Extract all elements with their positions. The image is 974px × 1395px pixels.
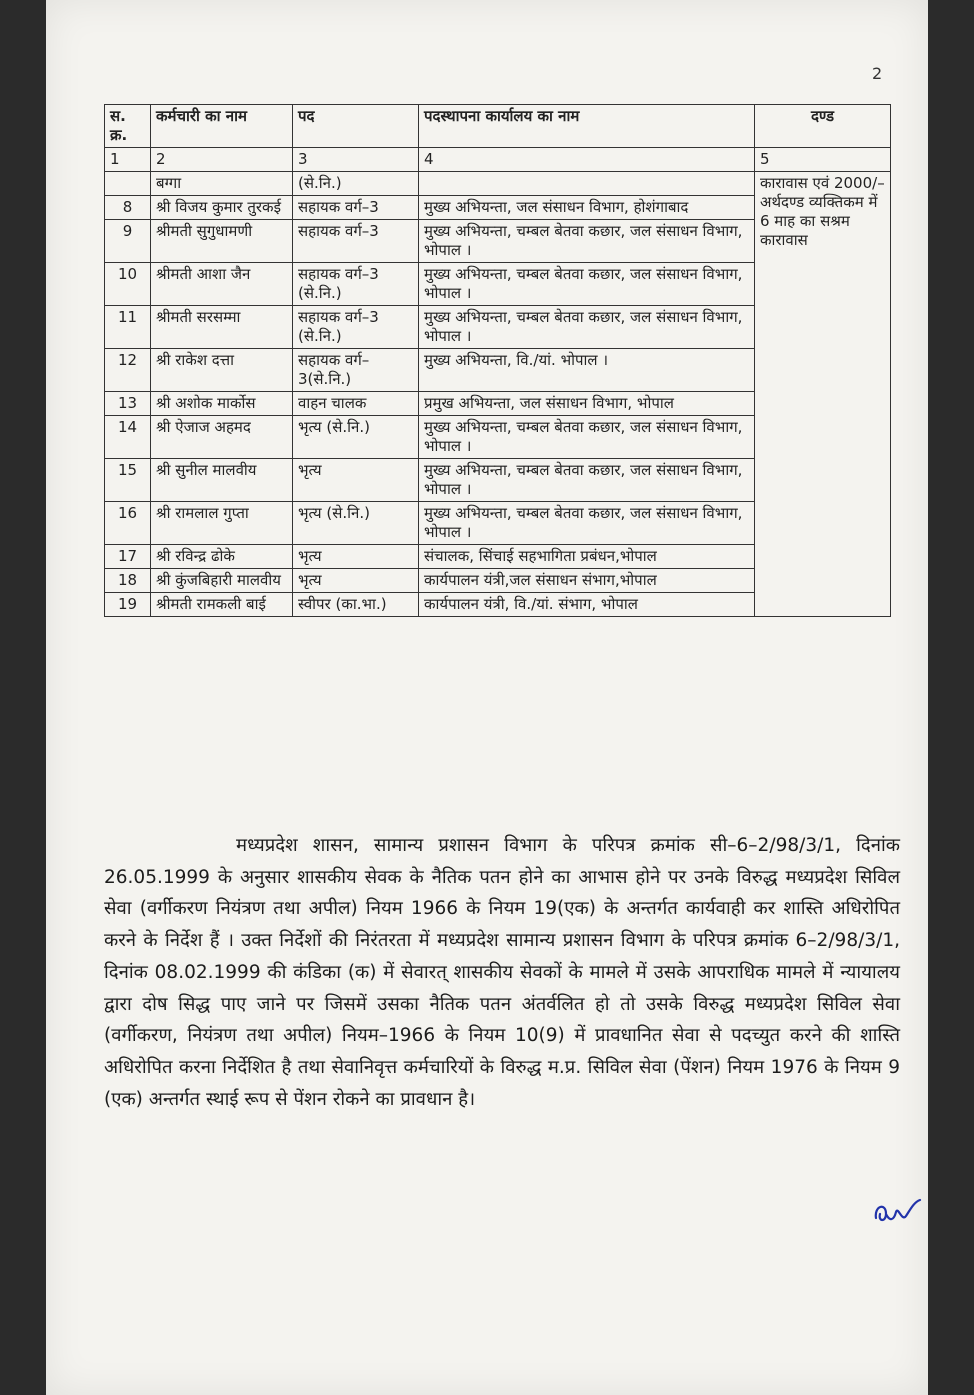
office-cell: मुख्य अभियन्ता, वि./यां. भोपाल । xyxy=(419,349,755,392)
name-cell: श्रीमती आशा जैन xyxy=(151,263,293,306)
office-cell xyxy=(419,172,755,196)
name-cell: श्री सुनील मालवीय xyxy=(151,459,293,502)
name-cell: श्री विजय कुमार तुरकई xyxy=(151,196,293,220)
post-cell: भृत्य (से.नि.) xyxy=(293,502,419,545)
serial-cell: 14 xyxy=(105,416,151,459)
name-cell: श्री ऐजाज अहमद xyxy=(151,416,293,459)
post-cell: भृत्य xyxy=(293,545,419,569)
signature-mark xyxy=(872,1192,924,1228)
penalty-cell: कारावास एवं 2000/– अर्थदण्ड व्यक्तिकम में 6 माह का सश्रम कारावास xyxy=(755,172,891,617)
serial-cell: 19 xyxy=(105,593,151,617)
col-number: 3 xyxy=(293,148,419,172)
serial-cell: 8 xyxy=(105,196,151,220)
post-cell: सहायक वर्ग–3 xyxy=(293,196,419,220)
post-cell: (से.नि.) xyxy=(293,172,419,196)
name-cell: श्री रामलाल गुप्ता xyxy=(151,502,293,545)
page-number: 2 xyxy=(872,64,883,83)
office-cell: मुख्य अभियन्ता, चम्बल बेतवा कछार, जल संसाधन विभाग, भोपाल । xyxy=(419,502,755,545)
name-cell: श्री रविन्द्र ढोके xyxy=(151,545,293,569)
office-cell: मुख्य अभियन्ता, चम्बल बेतवा कछार, जल संसाधन विभाग, भोपाल । xyxy=(419,263,755,306)
name-cell: श्री कुंजबिहारी मालवीय xyxy=(151,569,293,593)
serial-cell: 16 xyxy=(105,502,151,545)
serial-cell: 10 xyxy=(105,263,151,306)
table-row xyxy=(105,172,891,196)
post-cell: सहायक वर्ग–3 (से.नि.) xyxy=(293,263,419,306)
post-cell: सहायक वर्ग–3(से.नि.) xyxy=(293,349,419,392)
col-number: 4 xyxy=(419,148,755,172)
header-serial: स. क्र. xyxy=(105,105,151,148)
name-cell: श्री अशोक मार्कोस xyxy=(151,392,293,416)
serial-cell xyxy=(105,172,151,196)
office-cell: मुख्य अभियन्ता, चम्बल बेतवा कछार, जल संसाधन विभाग, भोपाल । xyxy=(419,416,755,459)
serial-cell: 13 xyxy=(105,392,151,416)
name-cell: श्रीमती सरसम्मा xyxy=(151,306,293,349)
serial-cell: 9 xyxy=(105,220,151,263)
serial-cell: 15 xyxy=(105,459,151,502)
office-cell: कार्यपालन यंत्री, वि./यां. संभाग, भोपाल xyxy=(419,593,755,617)
table-header-row xyxy=(105,105,891,148)
office-cell: प्रमुख अभियन्ता, जल संसाधन विभाग, भोपाल xyxy=(419,392,755,416)
office-cell: कार्यपालन यंत्री,जल संसाधन संभाग,भोपाल xyxy=(419,569,755,593)
col-number: 5 xyxy=(755,148,891,172)
header-penalty: दण्ड xyxy=(755,105,891,148)
col-number: 1 xyxy=(105,148,151,172)
post-cell: भृत्य (से.नि.) xyxy=(293,416,419,459)
name-cell: बग्गा xyxy=(151,172,293,196)
office-cell: संचालक, सिंचाई सहभागिता प्रबंधन,भोपाल xyxy=(419,545,755,569)
employee-table xyxy=(104,104,891,617)
serial-cell: 17 xyxy=(105,545,151,569)
serial-cell: 18 xyxy=(105,569,151,593)
header-post: पद xyxy=(293,105,419,148)
post-cell: भृत्य xyxy=(293,569,419,593)
post-cell: स्वीपर (का.भा.) xyxy=(293,593,419,617)
office-cell: मुख्य अभियन्ता, जल संसाधन विभाग, होशंगाबाद xyxy=(419,196,755,220)
office-cell: मुख्य अभियन्ता, चम्बल बेतवा कछार, जल संसाधन विभाग, भोपाल । xyxy=(419,459,755,502)
name-cell: श्री राकेश दत्ता xyxy=(151,349,293,392)
paragraph-text: मध्यप्रदेश शासन, सामान्य प्रशासन विभाग के परिपत्र क्रमांक सी–6–2/98/3/1, दिनांक 26.05.1999 के अनुसार शासकीय सेवक के नैतिक पतन होने का आभास होने पर उनके विरुद्ध मध्यप्रदेश सिविल सेवा (वर्गीकरण नियंत्रण तथा अपील) नियम 1966 के नियम 19(एक) के अन्तर्गत कार्यवाही कर शास्ति अधिरोपित करने के निर्देश हैं । उक्त निर्देशों की निरंतरता में मध्यप्रदेश सामान्य प्रशासन विभाग के परिपत्र क्रमांक 6–2/98/3/1, दिनांक 08.02.1999 की कंडिका (क) में सेवारत् शासकीय सेवकों के मामले में उसके आपराधिक मामले में न्यायालय द्वारा दोष सिद्ध पाए जाने पर जिसमें उसका नैतिक पतन अंतर्वलित हो तो उसके विरुद्ध मध्यप्रदेश सिविल सेवा (वर्गीकरण, नियंत्रण तथा अपील) नियम–1966 के नियम 10(9) में प्रावधानित सेवा से पदच्युत करने की शास्ति अधिरोपित करना निर्देशित है तथा सेवानिवृत्त कर्मचारियों के विरुद्ध म.प्र. सिविल सेवा (पेंशन) नियम 1976 के नियम 9 (एक) अन्तर्गत स्थाई रूप से पेंशन रोकने का प्रावधान है। xyxy=(104,835,900,1110)
post-cell: भृत्य xyxy=(293,459,419,502)
col-number: 2 xyxy=(151,148,293,172)
name-cell: श्रीमती सुगुधामणी xyxy=(151,220,293,263)
body-paragraph xyxy=(104,830,900,1115)
column-number-row xyxy=(105,148,891,172)
office-cell: मुख्य अभियन्ता, चम्बल बेतवा कछार, जल संसाधन विभाग, भोपाल । xyxy=(419,220,755,263)
header-name: कर्मचारी का नाम xyxy=(151,105,293,148)
post-cell: सहायक वर्ग–3 (से.नि.) xyxy=(293,306,419,349)
post-cell: सहायक वर्ग–3 xyxy=(293,220,419,263)
name-cell: श्रीमती रामकली बाई xyxy=(151,593,293,617)
post-cell: वाहन चालक xyxy=(293,392,419,416)
office-cell: मुख्य अभियन्ता, चम्बल बेतवा कछार, जल संसाधन विभाग, भोपाल । xyxy=(419,306,755,349)
serial-cell: 11 xyxy=(105,306,151,349)
header-office: पदस्थापना कार्यालय का नाम xyxy=(419,105,755,148)
serial-cell: 12 xyxy=(105,349,151,392)
